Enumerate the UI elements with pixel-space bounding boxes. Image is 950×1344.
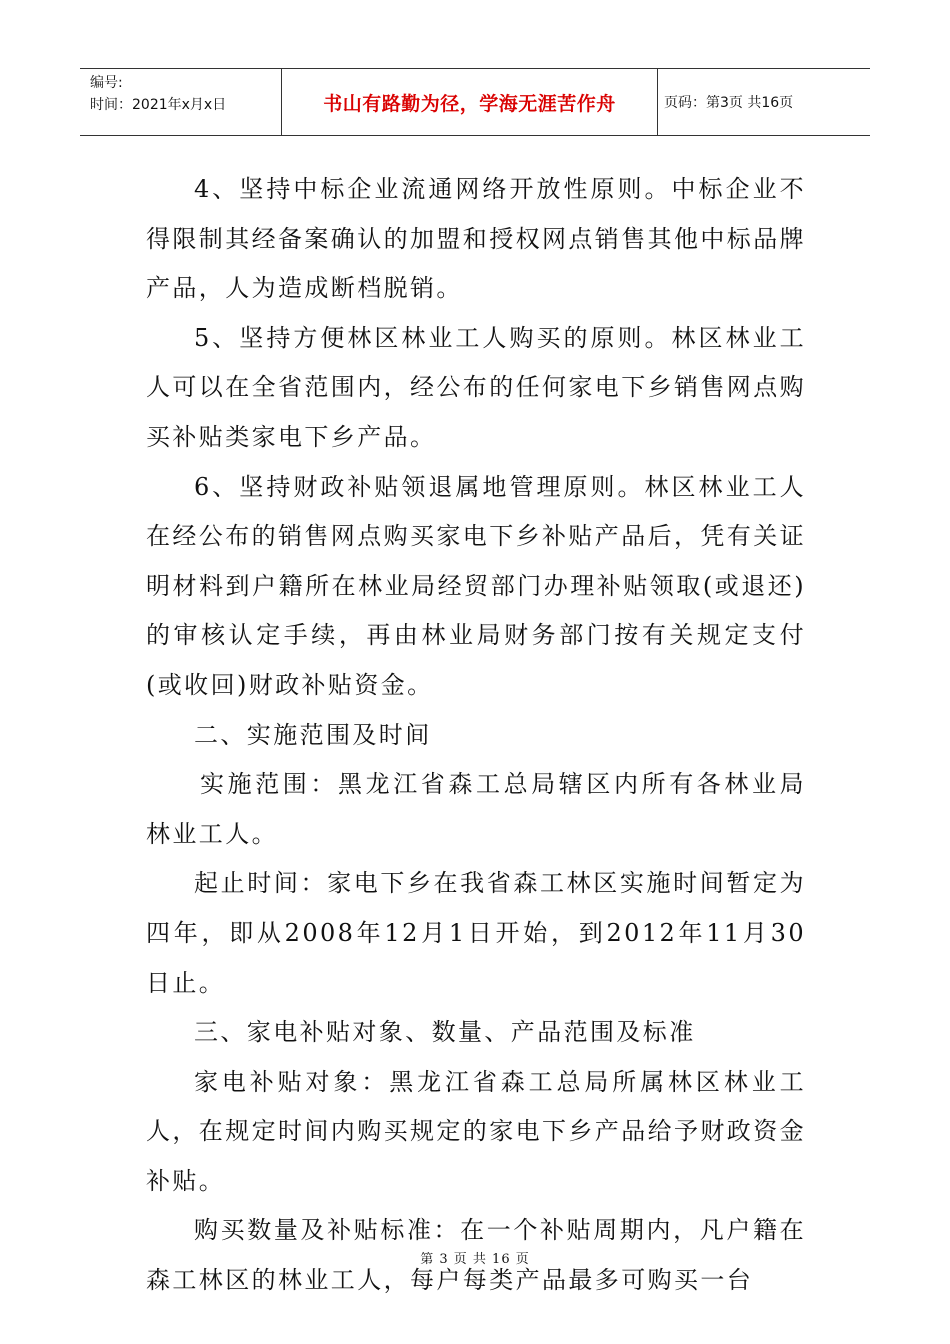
page-header	[80, 68, 870, 136]
section-heading-scope-time: 二、实施范围及时间	[194, 720, 432, 749]
paragraph-principle-5: 5、坚持方便林区林业工人购买的原则。林区林业工人可以在全省范围内，经公布的任何家电下乡销售网点购买补贴类家电下乡产品。	[146, 323, 806, 451]
section-heading-subsidy: 三、家电补贴对象、数量、产品范围及标准	[194, 1018, 696, 1047]
paragraph-principle-4: 4、坚持中标企业流通网络开放性原则。中标企业不得限制其经备案确认的加盟和授权网点销售其他中标品牌产品，人为造成断档脱销。	[146, 175, 806, 303]
paragraph-purchase-quantity: 购买数量及补贴标准：在一个补贴周期内，凡户籍在森工林区的林业工人，每户每类产品最多可购买一台	[146, 1216, 806, 1295]
document-body	[146, 165, 806, 1306]
number-label: 编号:	[90, 75, 123, 91]
header-page-info: 页码：第3页 共16页	[664, 95, 794, 111]
header-meta	[80, 69, 282, 135]
paragraph-scope: 实施范围：黑龙江省森工总局辖区内所有各林业局林业工人。	[146, 770, 806, 848]
header-motto: 书山有路勤为径，学海无涯苦作舟	[282, 69, 658, 135]
page-footer: 第 3 页 共 16 页	[420, 1252, 530, 1267]
paragraph-period: 起止时间：家电下乡在我省森工林区实施时间暂定为四年，即从2008年12月1日开始，到2012年11月30日止。	[146, 869, 806, 997]
paragraph-subsidy-target: 家电补贴对象：黑龙江省森工总局所属林区林业工人，在规定时间内购买规定的家电下乡产品给予财政资金补贴。	[146, 1067, 806, 1195]
time-label: 时间：2021年x月x日	[90, 97, 227, 113]
paragraph-principle-6: 6、坚持财政补贴领退属地管理原则。林区林业工人在经公布的销售网点购买家电下乡补贴产品后，凭有关证明材料到户籍所在林业局经贸部门办理补贴领取(或退还)的审核认定手续，再由林业局财务部门按有关规定支付(或收回)财政补贴资金。	[146, 472, 806, 699]
